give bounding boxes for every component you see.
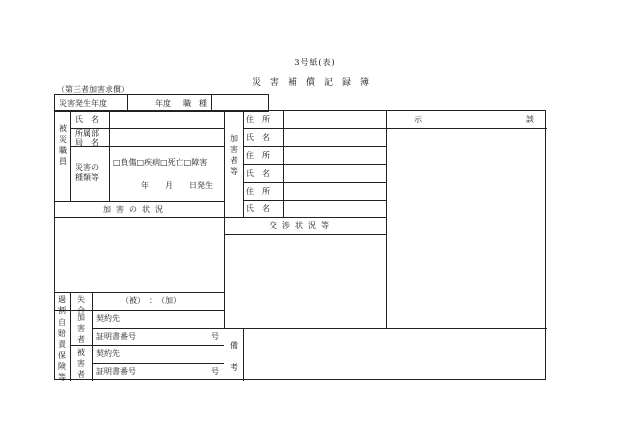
- victim-contract-label: 契約先: [96, 349, 120, 358]
- perpetrator-row-3: 住 所: [246, 151, 270, 160]
- perpetrator-row-4: 氏 名: [246, 169, 270, 178]
- perpetrator-row-1: 住 所: [246, 115, 270, 124]
- perp-cert-label: 証明書番号: [96, 332, 136, 341]
- insurance-group-label: 自賠責保険等: [58, 318, 66, 382]
- perpetrator-row-2: 氏 名: [246, 133, 270, 142]
- victim-dept-label-2: 局 名: [75, 138, 99, 147]
- damage-type-options: □負傷□疾病□死亡□障害: [113, 158, 208, 167]
- damage-status-header: 加害の状況: [103, 205, 168, 214]
- form-code: 3号紙(表): [294, 58, 336, 67]
- perpetrator-group-label: 加害者等: [230, 134, 238, 176]
- fault-group-label: 過割: [58, 295, 66, 315]
- year-suffix: 年度: [155, 99, 171, 108]
- form-subheading: （第三者加害求償）: [57, 85, 129, 94]
- record-table: [54, 110, 546, 380]
- damage-type-label-2: 種類等: [75, 173, 99, 182]
- settlement-header: 示 談: [414, 115, 542, 124]
- damage-type-label-1: 災害の: [75, 163, 99, 172]
- victim-group-label: 被災職員: [59, 124, 67, 166]
- notes-label: 備考: [230, 341, 238, 372]
- victim-name-label: 氏 名: [75, 115, 99, 124]
- damage-date-text: 年 月 日発生: [141, 181, 213, 190]
- victim-cert-label: 証明書番号: [96, 367, 136, 376]
- perp-cert-suffix: 号: [211, 332, 219, 341]
- perpetrator-row-6: 氏 名: [246, 204, 270, 213]
- form-title: 災害補償記録簿: [251, 78, 378, 88]
- insurance-perpetrator-label: 加害者: [77, 313, 85, 344]
- perpetrator-row-5: 住 所: [246, 187, 270, 196]
- job-label: 職 種: [183, 99, 207, 108]
- year-label: 災害発生年度: [59, 99, 107, 108]
- fault-sub-label: 失合: [77, 295, 85, 315]
- fault-ratio-value: （被） ： （加）: [121, 296, 181, 305]
- victim-cert-suffix: 号: [211, 367, 219, 376]
- insurance-victim-label: 被害者: [77, 348, 85, 379]
- perp-contract-label: 契約先: [96, 314, 120, 323]
- negotiation-status-header: 交渉状況等: [269, 221, 334, 230]
- victim-dept-label-1: 所属部: [75, 129, 99, 138]
